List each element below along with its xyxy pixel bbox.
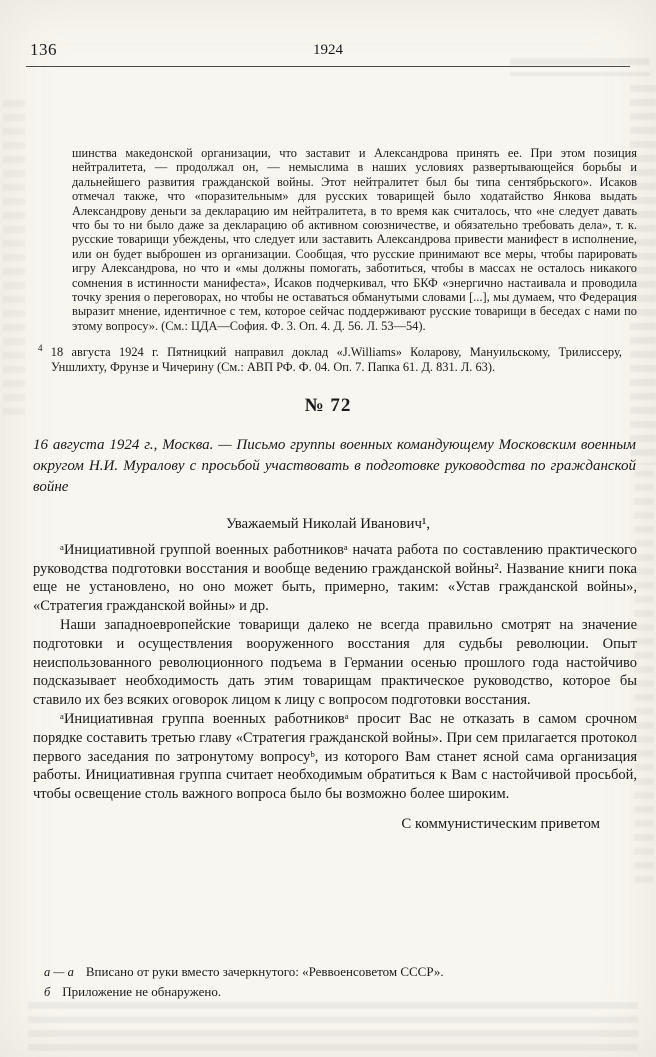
bleed-through-artifact	[634, 470, 654, 890]
document-heading: 16 августа 1924 г., Москва. — Письмо группы военных командующему Московским военным округом Н.И. Муралову с просьбой участвовать в подготовке руководства по гражданской войне	[33, 436, 636, 495]
annotation-text: шинства македонской организации, что заставит и Александрова принять ее. При этом позиция нейтралитета, — продолжал он, — немыслима в наших условиях развертывающейся борьбы и дальнейшего развития гражданской войны. Этот нейтралитет был бы типа сентябрьского». Исаков отмечал также, что «поразительным» для русских товарищей было ходатайство Янкова выдать Александрову деньги за декларацию им нейтралитета, в то время как считалось, что «не следует давать что бы то ни было даже за декларацию об активном союзничестве, и обязательно требовать дела», т. к. русские товарищи убеждены, что следует или заставить Александрова привести манифест в исполнение, или он будет выброшен из организации. Сообщая, что русские принимают все меры, чтобы парировать игру Александрова, но что и «мы должны помогать, заботиться, чтобы в массах не осталось никакого сомнения в истинности манифеста», Исаков подчеркивал, что БКФ «энергично настаивала и проводила точку зрения о переговорах, но чтобы не оставаться обманутыми словами [...], мы думаем, что Федерация выразит мнение, идентичное с тем, которое сейчас поддерживают русские товарищи в беседах с нами по этому вопросу». (См.: ЦДА—София. Ф. 3. Оп. 4. Д. 56. Л. 53—54).	[72, 146, 637, 333]
page-header	[0, 0, 656, 62]
running-head-year: 1924	[313, 42, 343, 58]
bleed-through-artifact	[28, 1002, 638, 1052]
footnote-4-text: 18 августа 1924 г. Пятницкий направил доклад «J.Williams» Коларову, Мануильскому, Трилиссеру, Уншлихту, Фрунзе и Чичерину (См.: АВП РФ. Ф. 04. Оп. 7. Папка 61. Д. 831. Л. 63).	[50, 345, 622, 375]
salutation: Уважаемый Николай Иванович¹,	[225, 515, 431, 532]
footnote-a-text: Вписано от руки вместо зачеркнутого: «Реввоенсоветом СССР».	[85, 964, 444, 979]
body-paragraph-1: ᵃИнициативной группой военных работниковᵃ начата работа по составлению практического руководства подготовки восстания и вообще ведению гражданской войны². Название книги пока еще не установлено, но оно может быть, примерно, таким: «Устав гражданской войны», «Стратегия гражданской войны» и др.	[33, 541, 637, 615]
body-paragraph-2: Наши западноевропейские товарищи далеко не всегда правильно смотрят на значение подготовки и осуществления вооруженного восстания для судьбы революции. Опыт неиспользованного революционного подъема в Германии осенью прошлого года настойчиво подсказывает необходимость дать этим товарищам практическое руководство, которое бы ставило их без всяких оговорок лицом к лицу с вопросом подготовки восстания.	[33, 617, 637, 709]
body-paragraph-3: ᵃИнициативная группа военных работниковᵃ просит Вас не отказать в самом срочном порядке составить третью главу «Стратегия гражданской войны». При сем прилагается протокол первого заседания по затронутому вопросуᵇ, из которого Вам станет ясной сама организация работы. Инициативная группа считает необходимым обратиться к Вам с настойчивой просьбой, чтобы освещение столь важного вопроса было бы возможно более широким.	[33, 711, 637, 803]
document-number: № 72	[304, 394, 352, 416]
footnote-4	[38, 345, 622, 375]
page-number: 136	[30, 40, 57, 59]
footnote-a-marker: а — а	[44, 965, 74, 979]
footnote-b-text: Приложение не обнаружено.	[62, 984, 222, 999]
bottom-footnotes	[44, 962, 626, 1002]
footnote-4-marker: 4	[38, 343, 43, 354]
signoff: С коммунистическим приветом	[401, 816, 600, 833]
footnote-b	[44, 982, 626, 1002]
running-head	[0, 0, 656, 62]
footnote-b-marker: б	[44, 985, 51, 999]
header-rule	[26, 66, 630, 67]
bleed-through-artifact	[3, 100, 25, 420]
footnote-a	[44, 962, 626, 982]
